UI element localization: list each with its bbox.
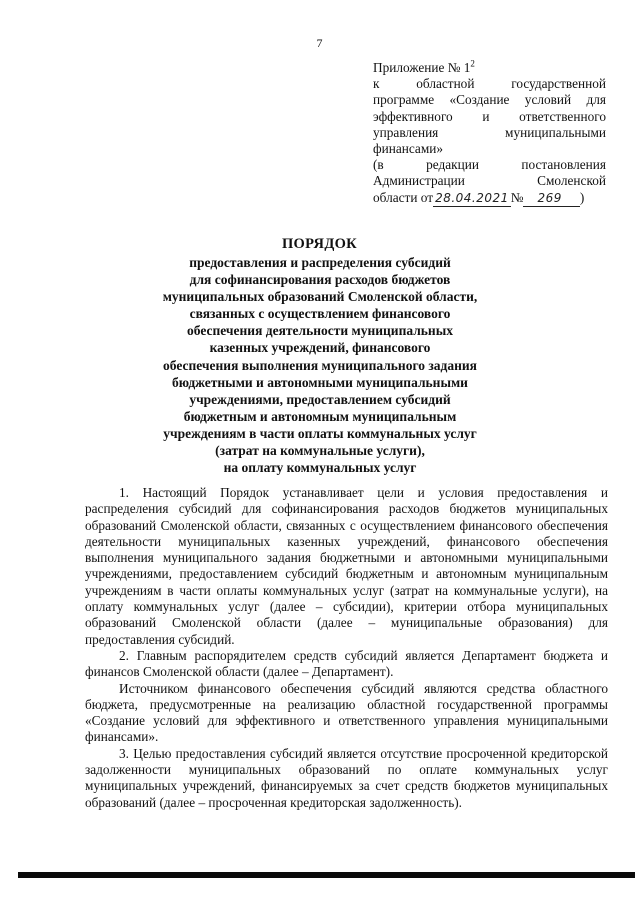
scan-bottom-edge	[18, 872, 635, 878]
paragraph-1: 1. Настоящий Порядок устанавливает цели и условия предоставления и распределения субсидий для софинансирования расходов бюджетов муниципальных образований Смоленской области, связанных с осуществлением финансового обеспечения деятельности муниципальных казенных учреждений, финансового обеспечения выполнения муниципального задания бюджетными и автономными муниципальными учреждениями, предоставлением субсидий бюджетным и автономным муниципальным учреждениям в части оплаты коммунальных услуг (затрат на коммунальные услуги), на оплату коммунальных услуг (далее – субсидии), критерии отбора муниципальных образований Смоленской области (далее – муниципальные образования) для предоставления субсидий.	[85, 485, 608, 647]
handwritten-order-number: 269	[523, 190, 579, 207]
subtitle-line: казенных учреждений, финансового	[209, 340, 431, 356]
appendix-line: программе «Создание условий для	[373, 92, 606, 108]
paragraph-funding-source: Источником финансового обеспечения субсидий являются средства областного бюджета, предусмотренные на реализацию областной государственной программы «Создание условий для эффективного и ответственного управления муниципальными финансами».	[85, 680, 608, 745]
appendix-header	[373, 60, 606, 207]
subtitle-line: бюджетными и автономными муниципальными	[172, 374, 468, 390]
paragraph-2: 2. Главным распорядителем средств субсидий является Департамент бюджета и финансов Смоленской области (далее – Департамент).	[85, 647, 608, 680]
subtitle-line: обеспечения деятельности муниципальных	[187, 323, 453, 339]
page-number: 7	[316, 36, 323, 50]
subtitle-line: муниципальных образований Смоленской области,	[162, 289, 478, 305]
subtitle-line: учреждениям в части оплаты коммунальных услуг	[163, 425, 477, 441]
appendix-title	[373, 60, 606, 76]
order-number-label: №	[510, 189, 524, 205]
appendix-title-text: Приложение № 1	[373, 60, 471, 75]
order-reference	[373, 190, 606, 207]
appendix-line: финансами»	[373, 141, 444, 157]
subtitle-line: для софинансирования расходов бюджетов	[189, 272, 451, 288]
paragraph-3: 3. Целью предоставления субсидий является отсутствие просроченной кредиторской задолженности муниципальных образований по оплате коммунальных услуг муниципальных учреждений, финансируемых за счет средств бюджетов муниципальных образований (далее – просроченная кредиторская задолженность).	[85, 745, 608, 810]
subtitle-line: учреждениями, предоставлением субсидий	[189, 391, 451, 407]
subtitle-line: связанных с осуществлением финансового	[189, 306, 451, 322]
document-body	[85, 485, 608, 811]
appendix-line: управления муниципальными	[373, 124, 606, 140]
appendix-title-superscript: 2	[470, 58, 475, 69]
appendix-line: Администрации Смоленской	[373, 173, 606, 189]
appendix-line: (в редакции постановления	[373, 157, 606, 173]
appendix-line: к областной государственной	[373, 76, 606, 92]
subtitle-line: бюджетным и автономным муниципальным	[183, 408, 457, 424]
subtitle-line: на оплату коммунальных услуг	[223, 460, 417, 476]
document-title: ПОРЯДОК	[281, 236, 358, 252]
subtitle-line: предоставления и распределения субсидий	[189, 255, 451, 270]
document-subtitle	[150, 254, 490, 476]
order-close-paren: )	[579, 189, 585, 205]
handwritten-order-date: 28.04.2021	[433, 190, 511, 207]
subtitle-line: обеспечения выполнения муниципального задания	[163, 357, 477, 373]
order-prefix: области от	[373, 189, 434, 205]
subtitle-line: (затрат на коммунальные услуги),	[215, 443, 425, 459]
appendix-line: эффективного и ответственного	[373, 108, 606, 124]
